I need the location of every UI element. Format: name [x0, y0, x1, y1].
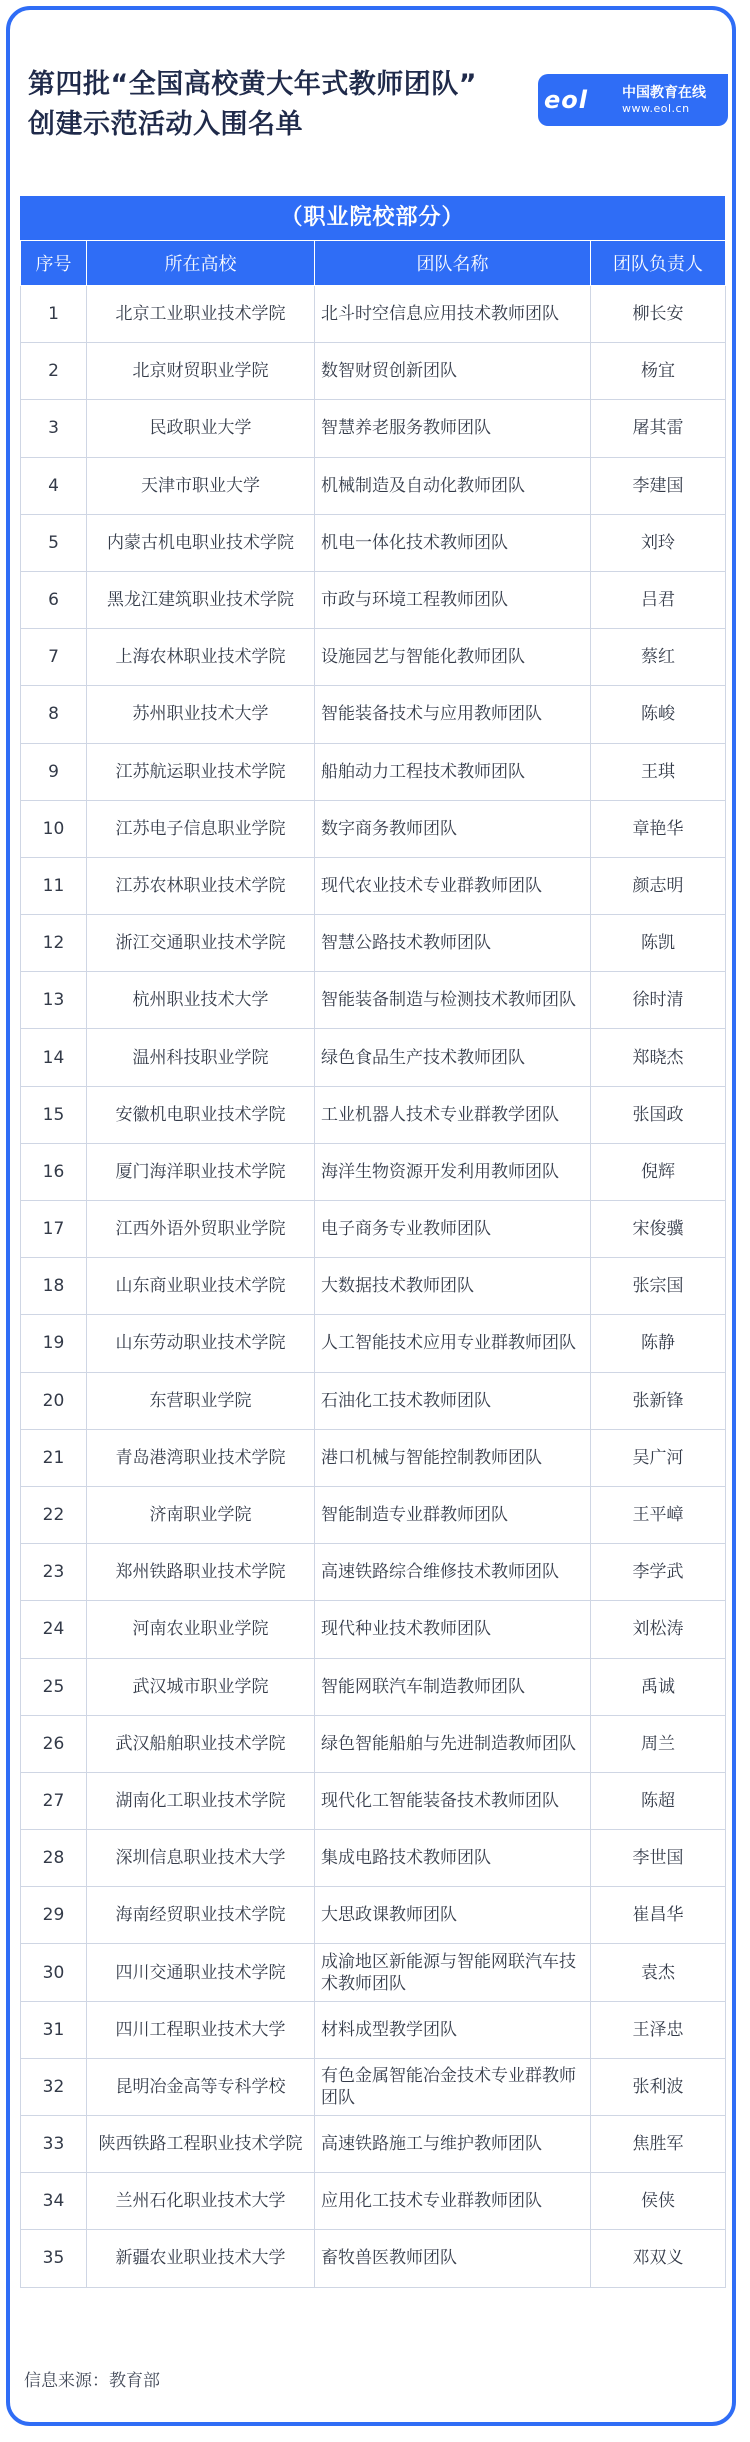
table-row: [21, 2116, 726, 2173]
table-row: [21, 1201, 726, 1258]
cell-school: 北京财贸职业学院: [87, 343, 315, 400]
cell-index: 6: [21, 571, 87, 628]
cell-index: 29: [21, 1887, 87, 1944]
table-row: [21, 1372, 726, 1429]
cell-index: 11: [21, 857, 87, 914]
cell-school: 海南经贸职业技术学院: [87, 1887, 315, 1944]
cell-leader: 王平嶂: [591, 1486, 726, 1543]
table-row: [21, 286, 726, 343]
cell-team: 成渝地区新能源与智能网联汽车技术教师团队: [315, 1944, 591, 2001]
cell-school: 河南农业职业学院: [87, 1601, 315, 1658]
cell-team: 港口机械与智能控制教师团队: [315, 1429, 591, 1486]
cell-school: 山东劳动职业技术学院: [87, 1315, 315, 1372]
cell-index: 17: [21, 1201, 87, 1258]
cell-team: 有色金属智能冶金技术专业群教师团队: [315, 2058, 591, 2115]
cell-leader: 陈静: [591, 1315, 726, 1372]
cell-leader: 陈超: [591, 1772, 726, 1829]
cell-team: 机械制造及自动化教师团队: [315, 457, 591, 514]
cell-team: 高速铁路综合维修技术教师团队: [315, 1544, 591, 1601]
cell-leader: 张宗国: [591, 1258, 726, 1315]
cell-index: 23: [21, 1544, 87, 1601]
cell-index: 20: [21, 1372, 87, 1429]
cell-index: 31: [21, 2001, 87, 2058]
cell-team: 畜牧兽医教师团队: [315, 2230, 591, 2287]
list-table: [20, 196, 725, 2288]
cell-index: 21: [21, 1429, 87, 1486]
cell-team: 绿色食品生产技术教师团队: [315, 1029, 591, 1086]
cell-leader: 侯侠: [591, 2173, 726, 2230]
cell-index: 33: [21, 2116, 87, 2173]
cell-school: 江苏电子信息职业学院: [87, 800, 315, 857]
table-row: [21, 857, 726, 914]
table-row: [21, 343, 726, 400]
cell-index: 28: [21, 1830, 87, 1887]
cell-team: 现代化工智能装备技术教师团队: [315, 1772, 591, 1829]
cell-school: 山东商业职业技术学院: [87, 1258, 315, 1315]
cell-team: 船舶动力工程技术教师团队: [315, 743, 591, 800]
cell-index: 35: [21, 2230, 87, 2287]
data-table: [20, 240, 726, 2288]
cell-index: 34: [21, 2173, 87, 2230]
cell-school: 江苏航运职业技术学院: [87, 743, 315, 800]
cell-school: 陕西铁路工程职业技术学院: [87, 2116, 315, 2173]
table-row: [21, 400, 726, 457]
table-row: [21, 629, 726, 686]
column-header-team: 团队名称: [315, 241, 591, 286]
cell-index: 27: [21, 1772, 87, 1829]
cell-school: 深圳信息职业技术大学: [87, 1830, 315, 1887]
table-row: [21, 1601, 726, 1658]
cell-leader: 颜志明: [591, 857, 726, 914]
table-row: [21, 1658, 726, 1715]
cell-leader: 倪辉: [591, 1143, 726, 1200]
table-row: [21, 1887, 726, 1944]
table-row: [21, 2230, 726, 2287]
cell-leader: 吴广河: [591, 1429, 726, 1486]
column-header-school: 所在高校: [87, 241, 315, 286]
cell-team: 智慧公路技术教师团队: [315, 915, 591, 972]
page-title-line1: 第四批“全国高校黄大年式教师团队”: [28, 69, 477, 100]
table-row: [21, 1772, 726, 1829]
cell-index: 19: [21, 1315, 87, 1372]
cell-leader: 屠其雷: [591, 400, 726, 457]
column-header-index: 序号: [21, 241, 87, 286]
table-row: [21, 457, 726, 514]
cell-index: 30: [21, 1944, 87, 2001]
table-row: [21, 686, 726, 743]
logo-mark: eol: [544, 86, 588, 114]
cell-index: 3: [21, 400, 87, 457]
cell-school: 上海农林职业技术学院: [87, 629, 315, 686]
table-row: [21, 1715, 726, 1772]
cell-index: 9: [21, 743, 87, 800]
cell-leader: 张新锋: [591, 1372, 726, 1429]
cell-index: 14: [21, 1029, 87, 1086]
cell-leader: 柳长安: [591, 286, 726, 343]
cell-leader: 焦胜军: [591, 2116, 726, 2173]
cell-index: 1: [21, 286, 87, 343]
cell-team: 绿色智能船舶与先进制造教师团队: [315, 1715, 591, 1772]
cell-school: 东营职业学院: [87, 1372, 315, 1429]
cell-index: 18: [21, 1258, 87, 1315]
cell-school: 郑州铁路职业技术学院: [87, 1544, 315, 1601]
cell-school: 江苏农林职业技术学院: [87, 857, 315, 914]
cell-index: 16: [21, 1143, 87, 1200]
cell-school: 青岛港湾职业技术学院: [87, 1429, 315, 1486]
cell-index: 2: [21, 343, 87, 400]
cell-team: 高速铁路施工与维护教师团队: [315, 2116, 591, 2173]
cell-team: 智能制造专业群教师团队: [315, 1486, 591, 1543]
cell-school: 北京工业职业技术学院: [87, 286, 315, 343]
cell-team: 数字商务教师团队: [315, 800, 591, 857]
cell-index: 26: [21, 1715, 87, 1772]
table-row: [21, 1143, 726, 1200]
table-row: [21, 743, 726, 800]
cell-team: 市政与环境工程教师团队: [315, 571, 591, 628]
table-row: [21, 915, 726, 972]
cell-leader: 杨宜: [591, 343, 726, 400]
page-title-line2: 创建示范活动入围名单: [28, 106, 303, 144]
cell-team: 大数据技术教师团队: [315, 1258, 591, 1315]
cell-leader: 周兰: [591, 1715, 726, 1772]
eol-logo: [538, 74, 728, 126]
cell-index: 13: [21, 972, 87, 1029]
cell-leader: 刘玲: [591, 514, 726, 571]
cell-school: 安徽机电职业技术学院: [87, 1086, 315, 1143]
cell-leader: 刘松涛: [591, 1601, 726, 1658]
table-row: [21, 2058, 726, 2115]
cell-leader: 张国政: [591, 1086, 726, 1143]
cell-school: 江西外语外贸职业学院: [87, 1201, 315, 1258]
cell-team: 现代农业技术专业群教师团队: [315, 857, 591, 914]
cell-index: 10: [21, 800, 87, 857]
cell-team: 北斗时空信息应用技术教师团队: [315, 286, 591, 343]
cell-team: 智能网联汽车制造教师团队: [315, 1658, 591, 1715]
table-row: [21, 514, 726, 571]
cell-leader: 崔昌华: [591, 1887, 726, 1944]
cell-leader: 王琪: [591, 743, 726, 800]
cell-index: 7: [21, 629, 87, 686]
table-header-row: [21, 241, 726, 286]
cell-index: 22: [21, 1486, 87, 1543]
cell-index: 25: [21, 1658, 87, 1715]
table-row: [21, 571, 726, 628]
cell-leader: 陈峻: [591, 686, 726, 743]
cell-school: 黑龙江建筑职业技术学院: [87, 571, 315, 628]
table-row: [21, 2173, 726, 2230]
cell-school: 四川交通职业技术学院: [87, 1944, 315, 2001]
cell-school: 四川工程职业技术大学: [87, 2001, 315, 2058]
cell-leader: 郑晓杰: [591, 1029, 726, 1086]
cell-index: 24: [21, 1601, 87, 1658]
cell-leader: 禹诚: [591, 1658, 726, 1715]
table-row: [21, 1830, 726, 1887]
cell-leader: 张利波: [591, 2058, 726, 2115]
cell-team: 大思政课教师团队: [315, 1887, 591, 1944]
cell-leader: 徐时清: [591, 972, 726, 1029]
logo-url: www.eol.cn: [622, 102, 690, 115]
cell-team: 数智财贸创新团队: [315, 343, 591, 400]
cell-team: 人工智能技术应用专业群教师团队: [315, 1315, 591, 1372]
cell-leader: 李建国: [591, 457, 726, 514]
cell-leader: 章艳华: [591, 800, 726, 857]
cell-index: 5: [21, 514, 87, 571]
cell-team: 集成电路技术教师团队: [315, 1830, 591, 1887]
cell-team: 设施园艺与智能化教师团队: [315, 629, 591, 686]
cell-index: 8: [21, 686, 87, 743]
cell-team: 海洋生物资源开发利用教师团队: [315, 1143, 591, 1200]
table-body: [21, 286, 726, 2288]
cell-school: 厦门海洋职业技术学院: [87, 1143, 315, 1200]
table-row: [21, 1029, 726, 1086]
cell-leader: 吕君: [591, 571, 726, 628]
cell-team: 机电一体化技术教师团队: [315, 514, 591, 571]
table-row: [21, 1944, 726, 2001]
cell-team: 电子商务专业教师团队: [315, 1201, 591, 1258]
cell-school: 浙江交通职业技术学院: [87, 915, 315, 972]
cell-school: 天津市职业大学: [87, 457, 315, 514]
table-row: [21, 1258, 726, 1315]
cell-school: 新疆农业职业技术大学: [87, 2230, 315, 2287]
cell-school: 兰州石化职业技术大学: [87, 2173, 315, 2230]
cell-school: 武汉船舶职业技术学院: [87, 1715, 315, 1772]
cell-leader: 陈凯: [591, 915, 726, 972]
cell-school: 温州科技职业学院: [87, 1029, 315, 1086]
cell-index: 32: [21, 2058, 87, 2115]
table-row: [21, 1544, 726, 1601]
cell-leader: 袁杰: [591, 1944, 726, 2001]
cell-team: 现代种业技术教师团队: [315, 1601, 591, 1658]
source-note: 信息来源：教育部: [24, 2371, 160, 2391]
table-row: [21, 800, 726, 857]
cell-leader: 李学武: [591, 1544, 726, 1601]
table-row: [21, 1086, 726, 1143]
cell-index: 4: [21, 457, 87, 514]
cell-leader: 蔡红: [591, 629, 726, 686]
cell-index: 12: [21, 915, 87, 972]
cell-team: 智能装备制造与检测技术教师团队: [315, 972, 591, 1029]
cell-school: 济南职业学院: [87, 1486, 315, 1543]
cell-team: 智能装备技术与应用教师团队: [315, 686, 591, 743]
cell-school: 内蒙古机电职业技术学院: [87, 514, 315, 571]
table-row: [21, 1429, 726, 1486]
table-row: [21, 972, 726, 1029]
cell-school: 杭州职业技术大学: [87, 972, 315, 1029]
cell-leader: 李世国: [591, 1830, 726, 1887]
cell-team: 工业机器人技术专业群教学团队: [315, 1086, 591, 1143]
cell-school: 苏州职业技术大学: [87, 686, 315, 743]
cell-team: 应用化工技术专业群教师团队: [315, 2173, 591, 2230]
table-row: [21, 1486, 726, 1543]
table-title: （职业院校部分）: [20, 196, 725, 240]
table-row: [21, 1315, 726, 1372]
cell-school: 昆明冶金高等专科学校: [87, 2058, 315, 2115]
column-header-leader: 团队负责人: [591, 241, 726, 286]
table-row: [21, 2001, 726, 2058]
cell-index: 15: [21, 1086, 87, 1143]
cell-leader: 王泽忠: [591, 2001, 726, 2058]
logo-name: 中国教育在线: [622, 85, 706, 101]
cell-team: 智慧养老服务教师团队: [315, 400, 591, 457]
cell-leader: 宋俊骥: [591, 1201, 726, 1258]
cell-team: 材料成型教学团队: [315, 2001, 591, 2058]
cell-leader: 邓双义: [591, 2230, 726, 2287]
cell-team: 石油化工技术教师团队: [315, 1372, 591, 1429]
cell-school: 湖南化工职业技术学院: [87, 1772, 315, 1829]
cell-school: 武汉城市职业学院: [87, 1658, 315, 1715]
cell-school: 民政职业大学: [87, 400, 315, 457]
